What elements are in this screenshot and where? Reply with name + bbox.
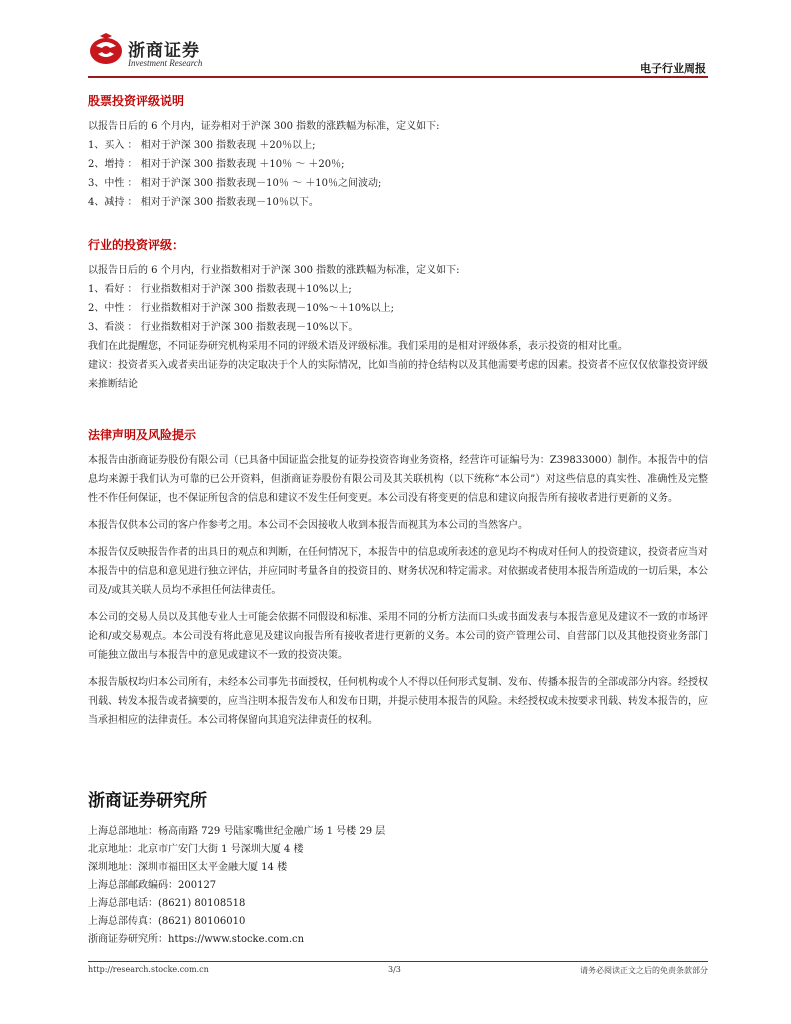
stock-rating-item: 4、减持 ： 相对于沪深 300 指数表现－10％以下。	[88, 197, 319, 208]
footer-divider	[88, 961, 708, 962]
legal-paragraph: 本公司的交易人员以及其他专业人士可能会依据不同假设和标准、采用不同的分析方法而口头或书面发表与本报告意见及建议不一致的市场评论和/或交易观点。本公司没有将此意见及建议向报告所有接收者进行更新的义务。本公司的资产管理公司、自营部门以及其他投资业务部门可能独立做出与本报告中的意见或建议不一致的投资决策。	[88, 612, 708, 661]
spacer	[88, 402, 708, 420]
legal-paragraph: 本报告仅反映报告作者的出具日的观点和判断，在任何情况下，本报告中的信息或所表述的意见均不构成对任何人的投资建议，投资者应当对本报告中的信息和意见进行独立评估，并应同时考量各自的投资目的、财务状况和特定需求。对依据或者使用本报告所造成的一切后果，本公司及/或其关联人员均不承担任何法律责任。	[88, 547, 708, 596]
industry-rating-advice: 建议：投资者买入或者卖出证券的决定取决于个人的实际情况，比如当前的持仓结构以及其他需要考虑的因素。投资者不应仅仅依靠投资评级来推断结论	[88, 360, 708, 390]
footer-url-link[interactable]: http://research.stocke.com.cn	[88, 965, 209, 974]
institute-address-line: 深圳地址：深圳市福田区太平金融大厦 14 楼	[88, 862, 288, 873]
page-header	[88, 30, 708, 78]
spacer	[88, 212, 708, 230]
institute-website[interactable]: 浙商证券研究所：https://www.stocke.com.cn	[88, 934, 305, 945]
legal-title: 法律声明及风险提示	[88, 428, 197, 442]
industry-rating-title: 行业的投资评级：	[88, 238, 185, 252]
logo-cn-text: 浙商证券	[128, 41, 200, 61]
industry-rating-item: 2、中性 ： 行业指数相对于沪深 300 指数表现－10%～＋10%以上;	[88, 303, 394, 314]
footer-disclaimer: 请务必阅读正文之后的免责条款部分	[580, 966, 708, 975]
legal-paragraph: 本报告由浙商证券股份有限公司（已具备中国证监会批复的证券投资咨询业务资格，经营许可证编号为：Z39833000）制作。本报告中的信息均来源于我们认为可靠的已公开资料，但浙商证券股份有限公司及其关联机构（以下统称“本公司”）对这些信息的真实性、准确性及完整性不作任何保证，也不保证所包含的信息和建议不发生任何变更。本公司没有将变更的信息和建议向报告所有接收者进行更新的义务。	[88, 455, 708, 504]
spacer	[88, 738, 708, 786]
industry-rating-intro: 以报告日后的 6 个月内，行业指数相对于沪深 300 指数的涨跌幅为标准，定义如下:	[88, 265, 460, 276]
institute-address-line: 上海总部地址：杨高南路 729 号陆家嘴世纪金融广场 1 号楼 29 层	[88, 826, 386, 837]
institute-address-line: 上海总部传真：(8621) 80106010	[88, 916, 246, 927]
legal-paragraph: 本报告版权均归本公司所有，未经本公司事先书面授权，任何机构或个人不得以任何形式复制、发布、传播本报告的全部或部分内容。经授权刊载、转发本报告或者摘要的，应当注明本报告发布人和发布日期，并提示使用本报告的风险。未经授权或未按要求刊载、转发本报告的，应当承担相应的法律责任。本公司将保留向其追究法律责任的权利。	[88, 677, 708, 726]
industry-rating-note: 我们在此提醒您，不同证券研究机构采用不同的评级术语及评级标准。我们采用的是相对评级体系，表示投资的相对比重。	[88, 341, 628, 352]
industry-rating-item: 1、看好 ： 行业指数相对于沪深 300 指数表现＋10%以上;	[88, 284, 352, 295]
institute-address-line: 上海总部邮政编码：200127	[88, 880, 217, 891]
institute-address-line: 上海总部电话：(8621) 80108518	[88, 898, 246, 909]
page-number: 3/3	[388, 965, 401, 974]
logo-en-text: Investment Research	[128, 58, 203, 68]
stock-rating-item: 1、买入 ： 相对于沪深 300 指数表现 ＋20％以上;	[88, 140, 316, 151]
header-divider	[88, 76, 708, 78]
industry-rating-item: 3、看淡 ： 行业指数相对于沪深 300 指数表现－10%以下。	[88, 322, 359, 333]
stock-rating-title: 股票投资评级说明	[88, 94, 185, 108]
stock-rating-intro: 以报告日后的 6 个月内，证券相对于沪深 300 指数的涨跌幅为标准，定义如下:	[88, 121, 440, 132]
stock-rating-item: 3、中性 ： 相对于沪深 300 指数表现－10％ ～ ＋10％之间波动;	[88, 178, 382, 189]
report-type: 电子行业周报	[640, 62, 706, 75]
main-content	[88, 86, 708, 949]
company-logo-icon	[88, 32, 124, 66]
page-footer	[88, 965, 708, 979]
legal-paragraph: 本报告仅供本公司的客户作参考之用。本公司不会因接收人收到本报告而视其为本公司的当然客户。	[88, 520, 528, 531]
institute-address-line: 北京地址：北京市广安门大街 1 号深圳大厦 4 楼	[88, 844, 304, 855]
institute-name: 浙商证券研究所	[88, 791, 207, 811]
stock-rating-item: 2、增持 ： 相对于沪深 300 指数表现 ＋10％ ～ ＋20％;	[88, 159, 345, 170]
